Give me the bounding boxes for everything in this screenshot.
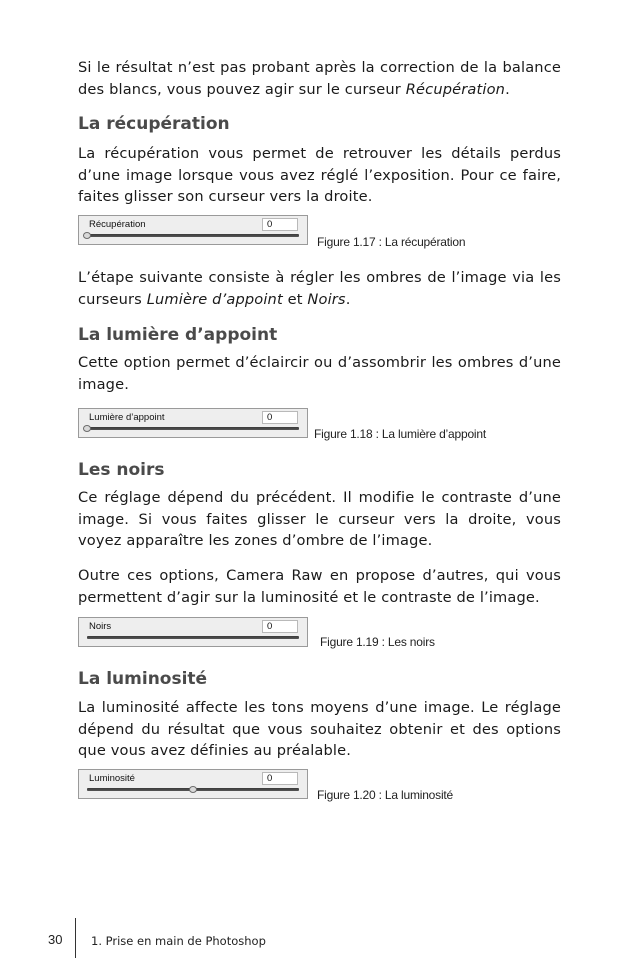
heading-luminosite: La luminosité xyxy=(78,669,208,689)
page-number: 30 xyxy=(48,932,63,947)
intro-paragraph xyxy=(78,57,561,100)
slider-label: Noirs xyxy=(89,621,112,632)
heading-noirs: Les noirs xyxy=(78,460,165,480)
heading-recuperation: La récupération xyxy=(78,114,230,134)
figure-caption-1-20 xyxy=(317,788,453,802)
intro-emphasis: Récupération xyxy=(405,80,506,98)
caption-text: : La lumière d’appoint xyxy=(372,427,486,441)
noirs-paragraph: Ce réglage dépend du précédent. Il modifie le contraste d’une image. Si vous faites glisser le curseur vers la droite, vous voyez apparaître les zones d’ombre de l’image. xyxy=(78,489,561,549)
slider-label: Récupération xyxy=(89,219,146,230)
slider-luminosite[interactable] xyxy=(78,769,308,799)
lumiere-paragraph: Cette option permet d’éclaircir ou d’assombrir les ombres d’une image. xyxy=(78,354,561,393)
slider-value-field[interactable]: 0 xyxy=(262,218,298,231)
slider-track[interactable] xyxy=(87,427,299,430)
outre-paragraph: Outre ces options, Camera Raw en propose d’autres, qui vous permettent d’agir sur la luminosité et le contraste de l’image. xyxy=(78,567,561,606)
slider-thumb[interactable] xyxy=(189,786,197,793)
next-step-emphasis-1: Lumière d’appoint xyxy=(146,290,283,308)
caption-number: Figure 1.17 xyxy=(317,235,376,249)
caption-text: : Les noirs xyxy=(378,635,435,649)
figure-caption-1-17 xyxy=(317,235,465,249)
slider-noirs[interactable] xyxy=(78,617,308,647)
next-step-emphasis-2: Noirs xyxy=(307,290,346,308)
caption-text: : La luminosité xyxy=(375,788,454,802)
recuperation-paragraph: La récupération vous permet de retrouver les détails perdus d’une image lorsque vous avez réglé l’exposition. Pour ce faire, faites glisser son curseur vers la droite. xyxy=(78,145,561,205)
slider-recuperation[interactable] xyxy=(78,215,308,245)
slider-value-field[interactable]: 0 xyxy=(262,772,298,785)
caption-number: Figure 1.18 xyxy=(314,427,373,441)
next-step-mid: et xyxy=(282,290,308,308)
intro-text: Si le résultat n’est pas probant après la correction de la balance des blancs, vous pouvez agir sur le curseur xyxy=(78,59,561,98)
chapter-title: 1. Prise en main de Photoshop xyxy=(91,934,266,948)
next-step-text: L’étape suivante consiste à régler les ombres de l’image via les curseurs xyxy=(78,269,561,308)
footer-divider xyxy=(75,918,76,958)
slider-value-field[interactable]: 0 xyxy=(262,620,298,633)
caption-text: : La récupération xyxy=(375,235,466,249)
heading-lumiere: La lumière d’appoint xyxy=(78,325,278,345)
slider-track[interactable] xyxy=(87,636,299,639)
slider-label: Lumière d’appoint xyxy=(89,412,165,423)
slider-label: Luminosité xyxy=(89,773,135,784)
slider-value-field[interactable]: 0 xyxy=(262,411,298,424)
luminosite-paragraph: La luminosité affecte les tons moyens d’une image. Le réglage dépend du résultat que vous souhaitez obtenir et des options que vous avez définies au préalable. xyxy=(78,699,561,759)
next-step-end: . xyxy=(345,290,351,308)
next-step-paragraph xyxy=(78,267,561,310)
caption-number: Figure 1.19 xyxy=(320,635,379,649)
caption-number: Figure 1.20 xyxy=(317,788,376,802)
slider-lumiere-appoint[interactable] xyxy=(78,408,308,438)
intro-end: . xyxy=(505,80,510,98)
figure-caption-1-19 xyxy=(320,635,435,649)
figure-caption-1-18 xyxy=(314,427,486,441)
slider-thumb[interactable] xyxy=(83,425,91,432)
slider-track[interactable] xyxy=(87,234,299,237)
slider-thumb[interactable] xyxy=(83,232,91,239)
